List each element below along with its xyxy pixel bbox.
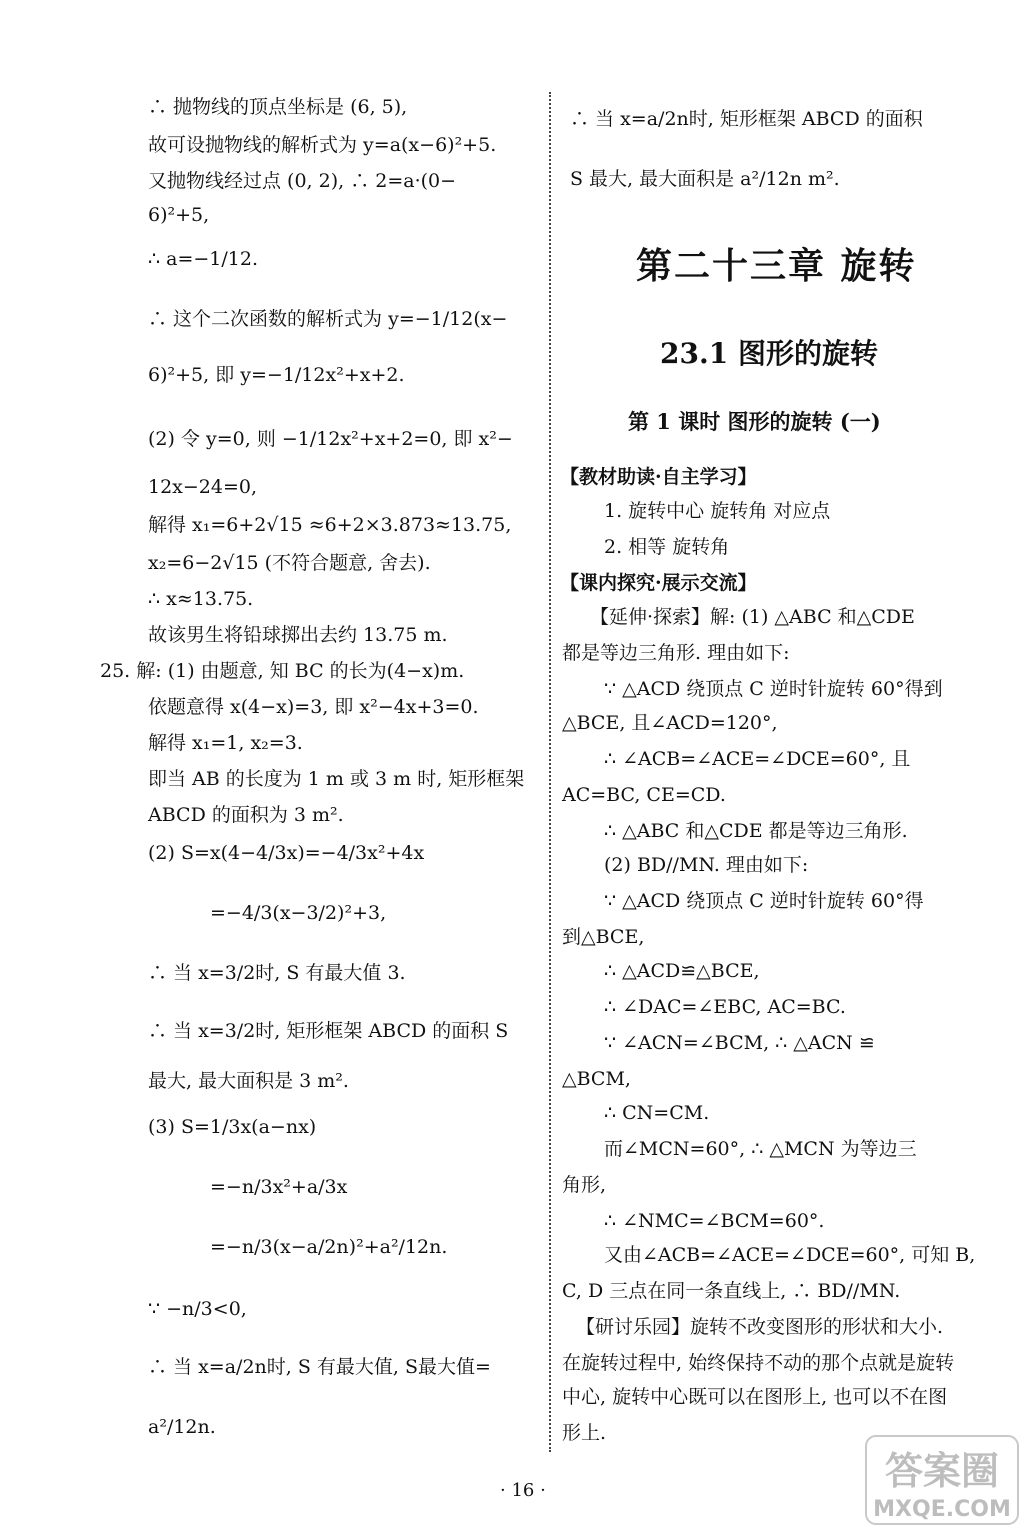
right-line: 而∠MCN=60°, ∴ △MCN 为等边三 bbox=[604, 1138, 917, 1160]
column-divider bbox=[549, 92, 551, 1452]
section-title: 23.1 图形的旋转 bbox=[660, 337, 878, 370]
right-line: ∴ ∠NMC=∠BCM=60°. bbox=[604, 1210, 825, 1232]
watermark-top-text: 答案圈 bbox=[884, 1449, 1000, 1493]
watermark-logo bbox=[862, 1432, 1022, 1528]
right-line: AC=BC, CE=CD. bbox=[562, 784, 726, 806]
right-line: 又由∠ACB=∠ACE=∠DCE=60°, 可知 B, bbox=[604, 1244, 976, 1266]
left-line: 又抛物线经过点 (0, 2), ∴ 2=a·(0− bbox=[148, 170, 457, 192]
right-line: 【研讨乐园】旋转不改变图形的形状和大小. bbox=[576, 1316, 944, 1338]
lesson-title: 第 1 课时 图形的旋转 (一) bbox=[628, 409, 881, 434]
left-line: 25. 解: (1) 由题意, 知 BC 的长为(4−x)m. bbox=[100, 660, 465, 682]
right-line: △BCE, 且∠ACD=120°, bbox=[562, 712, 778, 734]
left-line: (2) S=x(4−4/3x)=−4/3x²+4x bbox=[148, 842, 425, 864]
study-item: 1. 旋转中心 旋转角 对应点 bbox=[604, 500, 831, 522]
left-line: 6)²+5, bbox=[148, 204, 210, 226]
right-line: ∴ ∠DAC=∠EBC, AC=BC. bbox=[604, 996, 846, 1018]
section-heading-explore: 【课内探究·展示交流】 bbox=[560, 572, 757, 594]
page-number: · 16 · bbox=[500, 1480, 546, 1501]
section-heading-study: 【教材助读·自主学习】 bbox=[560, 466, 757, 488]
left-line: 12x−24=0, bbox=[148, 476, 258, 498]
right-line: ∴ 当 x=a/2n时, 矩形框架 ABCD 的面积 bbox=[570, 108, 923, 130]
left-line: (2) 令 y=0, 则 −1/12x²+x+2=0, 即 x²− bbox=[148, 428, 513, 450]
left-line: ABCD 的面积为 3 m². bbox=[148, 804, 344, 826]
right-line: 在旋转过程中, 始终保持不动的那个点就是旋转 bbox=[562, 1352, 955, 1374]
right-line: ∵ ∠ACN=∠BCM, ∴ △ACN ≌ bbox=[604, 1032, 875, 1054]
right-line: (2) BD//MN. 理由如下: bbox=[604, 854, 809, 876]
right-line: ∴ △ABC 和△CDE 都是等边三角形. bbox=[604, 820, 908, 842]
left-line: =−n/3x²+a/3x bbox=[210, 1176, 348, 1198]
right-line: 到△BCE, bbox=[562, 926, 645, 948]
right-line: 都是等边三角形. 理由如下: bbox=[562, 642, 790, 664]
left-line: =−4/3(x−3/2)²+3, bbox=[210, 902, 387, 924]
left-line: 最大, 最大面积是 3 m². bbox=[148, 1070, 349, 1092]
left-line: x₂=6−2√15 (不符合题意, 舍去). bbox=[148, 552, 431, 574]
study-item: 2. 相等 旋转角 bbox=[604, 536, 730, 558]
left-line: ∴ 抛物线的顶点坐标是 (6, 5), bbox=[148, 96, 408, 118]
left-line: ∴ 这个二次函数的解析式为 y=−1/12(x− bbox=[148, 308, 508, 330]
left-line: ∵ −n/3<0, bbox=[148, 1298, 247, 1320]
right-line: 角形, bbox=[562, 1174, 607, 1196]
left-line: ∴ 当 x=a/2n时, S 有最大值, S最大值= bbox=[148, 1356, 491, 1378]
left-line: a²/12n. bbox=[148, 1416, 216, 1438]
left-line: ∴ 当 x=3/2时, S 有最大值 3. bbox=[148, 962, 406, 984]
left-line: 解得 x₁=6+2√15 ≈6+2×3.873≈13.75, bbox=[148, 514, 512, 536]
left-line: ∴ a=−1/12. bbox=[148, 248, 259, 270]
right-line: ∵ △ACD 绕顶点 C 逆时针旋转 60°得到 bbox=[604, 678, 943, 700]
chapter-title: 第二十三章 旋转 bbox=[636, 245, 917, 287]
right-line: ∴ CN=CM. bbox=[604, 1102, 710, 1124]
right-line: C, D 三点在同一条直线上, ∴ BD//MN. bbox=[562, 1280, 901, 1302]
right-line: 中心, 旋转中心既可以在图形上, 也可以不在图 bbox=[562, 1386, 948, 1408]
right-line: 【延伸·探索】解: (1) △ABC 和△CDE bbox=[590, 606, 915, 628]
right-line: △BCM, bbox=[562, 1068, 631, 1090]
right-line: 形上. bbox=[562, 1422, 607, 1444]
left-line: (3) S=1/3x(a−nx) bbox=[148, 1116, 317, 1138]
left-line: 故可设抛物线的解析式为 y=a(x−6)²+5. bbox=[148, 134, 497, 156]
watermark-bottom-text: MXQE.COM bbox=[873, 1497, 1011, 1522]
left-line: 即当 AB 的长度为 1 m 或 3 m 时, 矩形框架 bbox=[148, 768, 525, 790]
left-line: 解得 x₁=1, x₂=3. bbox=[148, 732, 303, 754]
left-line: ∴ x≈13.75. bbox=[148, 588, 254, 610]
right-line: S 最大, 最大面积是 a²/12n m². bbox=[570, 168, 840, 190]
right-line: ∴ ∠ACB=∠ACE=∠DCE=60°, 且 bbox=[604, 748, 911, 770]
left-line: 6)²+5, 即 y=−1/12x²+x+2. bbox=[148, 364, 405, 386]
right-line: ∴ △ACD≌△BCE, bbox=[604, 960, 760, 982]
left-line: ∴ 当 x=3/2时, 矩形框架 ABCD 的面积 S bbox=[148, 1020, 509, 1042]
left-line: 故该男生将铅球掷出去约 13.75 m. bbox=[148, 624, 448, 646]
right-line: ∵ △ACD 绕顶点 C 逆时针旋转 60°得 bbox=[604, 890, 924, 912]
left-line: =−n/3(x−a/2n)²+a²/12n. bbox=[210, 1236, 448, 1258]
left-line: 依题意得 x(4−x)=3, 即 x²−4x+3=0. bbox=[148, 696, 479, 718]
